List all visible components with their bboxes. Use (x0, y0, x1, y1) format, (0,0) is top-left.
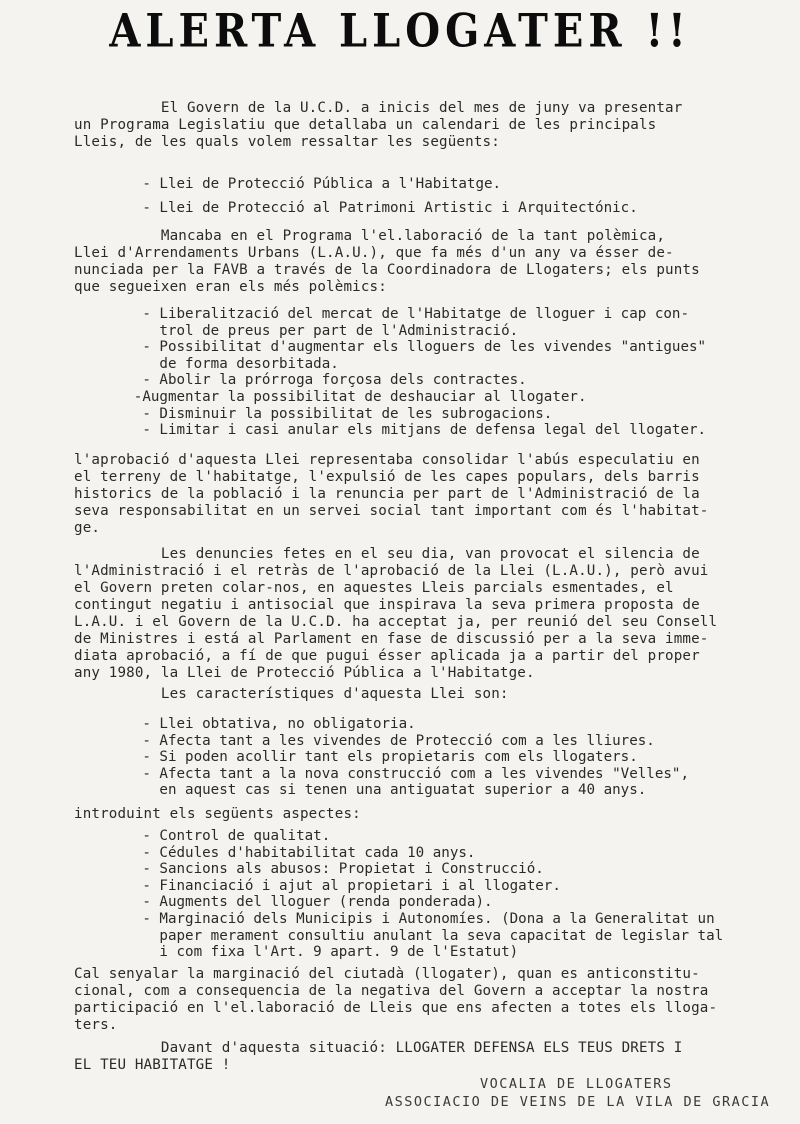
paragraph-crida: Davant d'aquesta situació: LLOGATER DEFENSA ELS TEUS DRETS I EL TEU HABITATGE ! (74, 1040, 683, 1073)
list-item: - Control de qualitat. (74, 828, 331, 844)
paragraph-lau: Mancaba en el Programa l'el.laboració de la tant polèmica, Llei d'Arrendaments Urbans (L.A.U.), que fa més d'un any va ésser de- nunciada per la FAVB a través de la Coordinadora de Llogaters; els punts que segueixen eran els més polèmics: (74, 228, 700, 295)
list-item: - Liberalització del mercat de l'Habitatge de lloguer i cap con- trol de preus per part de l'Administració. (142, 306, 690, 339)
list-item: - Disminuir la possibilitat de les subrogacions. (74, 405, 553, 422)
list-item: - Sancions als abusos: Propietat i Construcció. (74, 861, 544, 878)
list-item: - Llei obtativa, no obligatoria. (74, 716, 416, 732)
list-item: - Afecta tant a la nova construcció com a les vivendes "Velles", en aquest cas si tenen una antiguatat superior a 40 anys. (142, 765, 690, 799)
list-item: - Llei de Protecció Pública a l'Habitatge. (74, 176, 502, 192)
paragraph-aspectes: introduint els següents aspectes: (74, 806, 361, 822)
list-item: - Abolir la prórroga forçosa dels contractes. (74, 372, 527, 389)
list-lleis (74, 172, 774, 220)
paragraph-intro: El Govern de la U.C.D. a inicis del mes de juny va presentar un Programa Legislatiu que detallaba un calendari de les principals Lleis, de les quals volem ressaltar les següents: (74, 100, 683, 150)
list-item: - Llei de Protecció al Patrimoni Artistic i Arquitectónic. (74, 200, 638, 216)
list-item: - Augments del lloguer (renda ponderada). (74, 894, 493, 911)
list-item: -Augmentar la possibilitat de deshauciar al llogater. (74, 388, 587, 405)
paragraph-aprobacio: l'aprobació d'aquesta Llei representaba consolidar l'abús especulatiu en el terreny de l'habitatge, l'expulsió de les capes populars, dels barris historics de la població i la renuncia per part de l'Administració de la seva responsabilitat en un servei social tant important com és l'habitat- ge. (74, 452, 709, 536)
paragraph-caracteristiques: Les característiques d'aquesta Llei son: (74, 686, 509, 702)
list-item: - Afecta tant a les vivendes de Protecció com a les lliures. (74, 732, 655, 749)
signature-vocalia: VOCALIA DE LLOGATERS (480, 1076, 673, 1092)
list-item: - Marginació dels Municipis i Autonomíes. (Dona a la Generalitat un paper merament consultiu anulant la seva capacitat de legislar tal i com fixa l'Art. 9 apart. 9 de l'Estatut) (142, 910, 724, 961)
list-item: - Cédules d'habitabilitat cada 10 anys. (74, 844, 476, 861)
list-item: - Limitar i casi anular els mitjans de defensa legal del llogater. (74, 422, 707, 439)
list-item: - Possibilitat d'augmentar els lloguers de les vivendes "antigues" de forma desorbitada. (142, 339, 707, 372)
page-title: ALERTA LLOGATER !! (109, 4, 691, 59)
list-aspectes (74, 828, 774, 961)
signature-associacio: ASSOCIACIO DE VEINS DE LA VILA DE GRACIA (385, 1094, 771, 1110)
list-item: - Financiació i ajut al propietari i al llogater. (74, 877, 561, 894)
paragraph-marginacio: Cal senyalar la marginació del ciutadà (llogater), quan es anticonstitu- cional, com a consequencia de la negativa del Govern a acceptar la nostra participació en l'el.laboració de Lleis que ens afecten a totes els lloga- ters. (74, 966, 718, 1033)
list-caracteristiques (74, 716, 774, 799)
list-item: - Si poden acollir tant els propietaris com els llogaters. (74, 749, 638, 766)
list-punts-polemics (74, 306, 774, 439)
paragraph-denuncies: Les denuncies fetes en el seu dia, van provocat el silencia de l'Administració i el retràs de l'aprobació de la Llei (L.A.U.), però avui el Govern preten colar-nos, en aquestes Lleis parcials esmentades, el contingut negatiu i antisocial que inspirava la seva primera proposta de L.A.U. i el Govern de la U.C.D. ha acceptat ja, per reunió del seu Consell de Ministres i está al Parlament en fase de discussió per a la seva imme- diata aprobació, a fí de que pugui ésser aplicada ja a partir del proper any 1980, la Llei de Protecció Pública a l'Habitatge. (74, 546, 718, 681)
